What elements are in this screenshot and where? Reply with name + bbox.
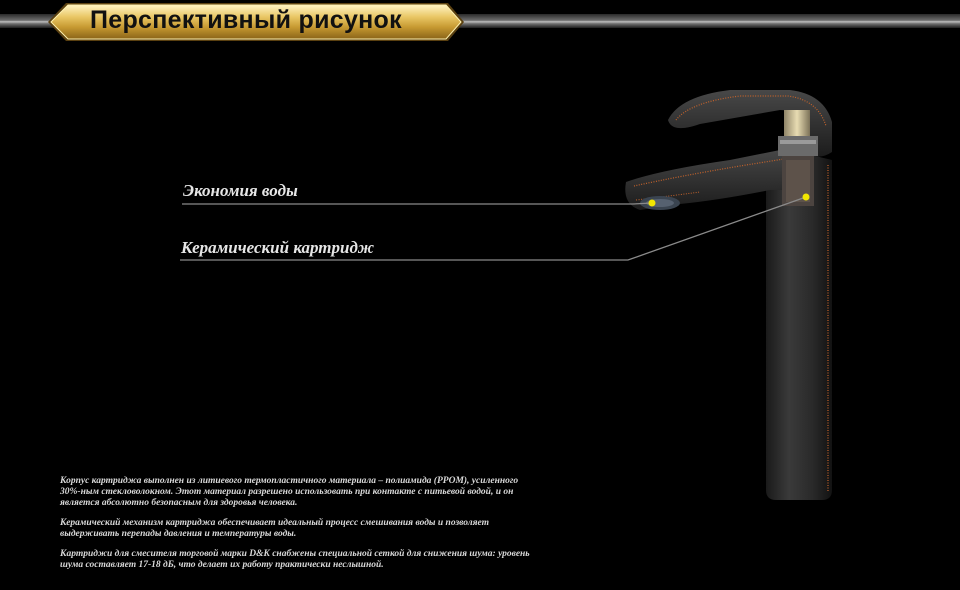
water-saving-marker [649, 200, 656, 207]
cartridge-marker [803, 194, 810, 201]
water-saving-line [182, 203, 652, 204]
description-paragraph: Корпус картриджа выполнен из литиевого термопластичного материала – полиамида (PPOM), усиленного 30%-ным стекловолокном. Этот материал разрешено использовать при контакте с питьевой водой, и он является абсолютно безопасным для здоровья человека. [60, 476, 519, 508]
description-paragraph: Керамический механизм картриджа обеспечивает идеальный процесс смешивания воды и позволяет выдерживать перепады давления и температуры воды. [60, 518, 490, 539]
callout-water-saving: Экономия воды [183, 181, 298, 200]
page-title: Перспективный рисунок [90, 6, 402, 34]
description-paragraph: Картриджи для смесителя торговой марки D&K снабжены специальной сеткой для снижения шума: уровень шума составляет 17-18 дБ, что делает их работу практически неслышной. [60, 549, 530, 570]
callout-ceramic-cartridge: Керамический картридж [181, 238, 375, 257]
